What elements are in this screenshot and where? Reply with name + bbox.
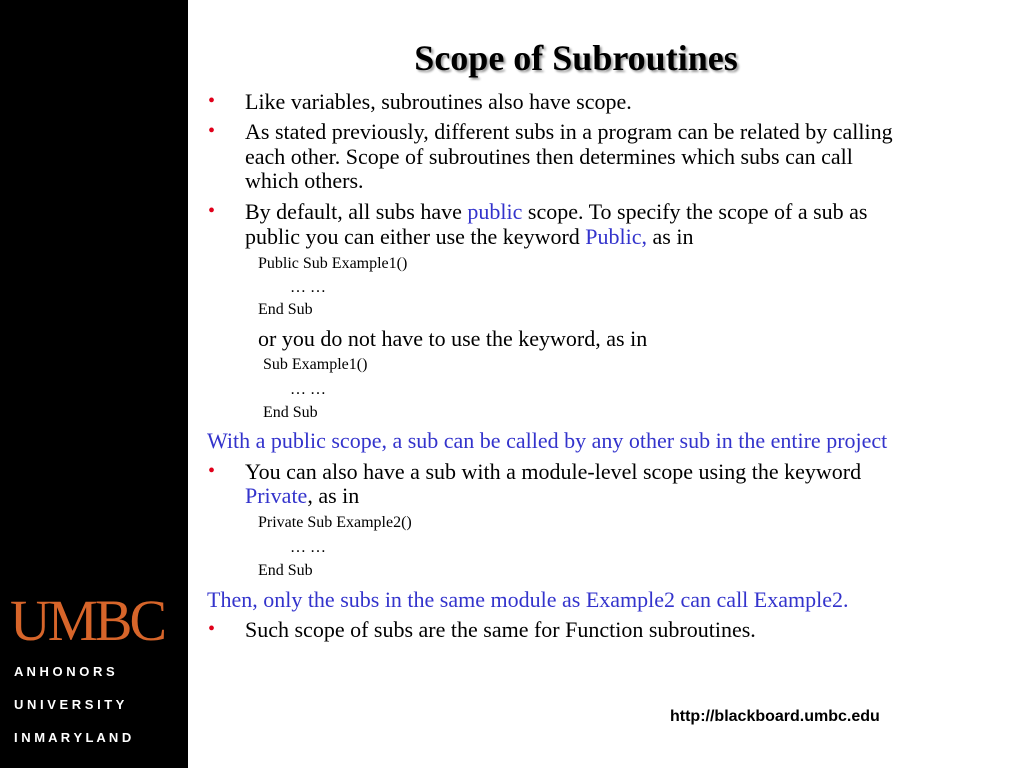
sidebar	[0, 0, 188, 768]
logo-tagline: A N H O N O R S	[14, 664, 115, 679]
code-line: … …	[290, 381, 326, 398]
code-line: End Sub	[258, 301, 313, 318]
bullet-text: You can also have a sub with a module-level scope using the keyword	[245, 459, 862, 484]
bullet-text: Such scope of subs are the same for Function subroutines.	[245, 617, 756, 642]
code-line: End Sub	[263, 404, 318, 421]
code-line: Sub Example1()	[263, 356, 368, 373]
bullet-icon: •	[208, 200, 216, 222]
code-line: End Sub	[258, 562, 313, 579]
bullet-icon: •	[208, 90, 216, 112]
code-line: Private Sub Example2()	[258, 514, 412, 531]
note-text: Then, only the subs in the same module as Example2 can call Example2.	[207, 587, 849, 612]
bullet-text: As stated previously, different subs in a program can be related by calling	[245, 119, 893, 144]
bullet-text	[245, 483, 359, 508]
bullet-text	[245, 199, 867, 224]
text: By default, all subs have	[245, 199, 468, 224]
bullet-text: which others.	[245, 168, 364, 193]
bullet-icon: •	[208, 618, 216, 640]
code-line: … …	[290, 279, 326, 296]
text: as in	[647, 224, 694, 249]
text: , as in	[307, 483, 360, 508]
keyword: Public,	[585, 224, 648, 249]
bullet-text	[245, 224, 693, 249]
umbc-logo: UMBC	[10, 588, 165, 653]
text: public you can either use the keyword	[245, 224, 586, 249]
note-text: With a public scope, a sub can be called by any other sub in the entire project	[207, 428, 888, 453]
footer-url[interactable]: http://blackboard.umbc.edu	[670, 708, 880, 725]
text-line: or you do not have to use the keyword, as in	[258, 326, 648, 351]
code-line: … …	[290, 539, 326, 556]
bullet-text: Like variables, subroutines also have scope.	[245, 89, 632, 114]
code-line: Public Sub Example1()	[258, 255, 408, 272]
logo-tagline: I N M A R Y L A N D	[14, 730, 132, 745]
keyword: public	[467, 199, 523, 224]
keyword: Private	[245, 483, 308, 508]
bullet-icon: •	[208, 120, 216, 142]
logo-tagline: U N I V E R S I T Y	[14, 697, 125, 712]
text: scope. To specify the scope of a sub as	[522, 199, 868, 224]
slide-title: Scope of Subroutines	[414, 38, 738, 78]
bullet-text: each other. Scope of subroutines then determines which subs can call	[245, 144, 853, 169]
bullet-icon: •	[208, 460, 216, 482]
